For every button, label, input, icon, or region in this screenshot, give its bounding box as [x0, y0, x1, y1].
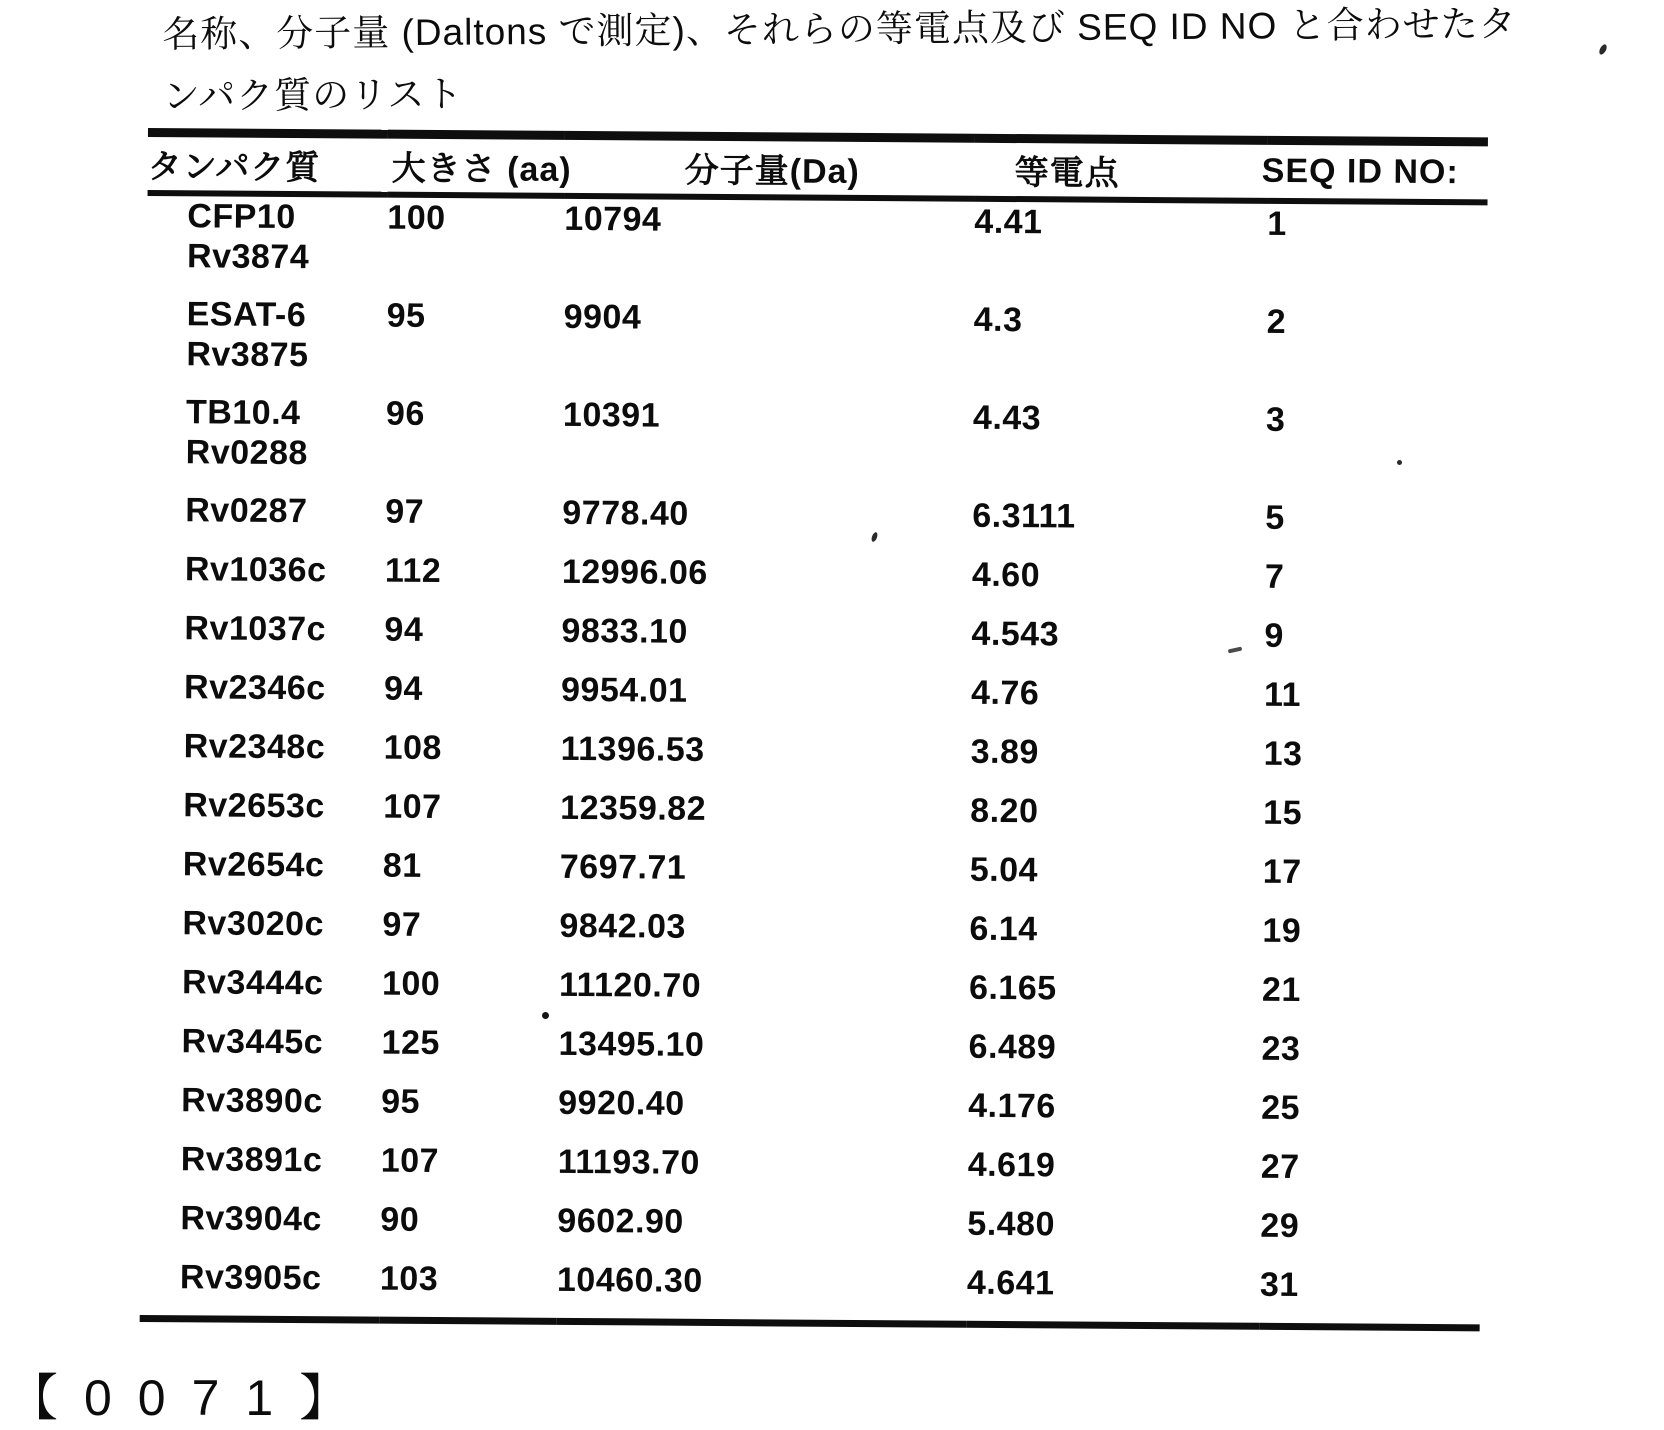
- cell-protein: Rv0287: [185, 490, 308, 530]
- cell-molecular-weight: 13495.10: [558, 1024, 705, 1064]
- cell-protein: Rv3891c: [180, 1139, 323, 1179]
- table-row: [143, 784, 1483, 852]
- cell-size: 97: [382, 905, 422, 944]
- cell-size: 103: [379, 1259, 439, 1298]
- table-row: [143, 843, 1483, 911]
- cell-protein: CFP10 Rv3874: [186, 196, 310, 276]
- table-header-row: [148, 132, 1488, 201]
- cell-molecular-weight: 9920.40: [558, 1083, 685, 1123]
- cell-protein: Rv3444c: [181, 962, 324, 1002]
- cell-molecular-weight: 9904: [563, 297, 642, 336]
- table-row: [146, 293, 1487, 400]
- scan-speck: [542, 1012, 549, 1019]
- cell-molecular-weight: 10460.30: [556, 1260, 703, 1300]
- cell-isoelectric-point: 4.176: [968, 1086, 1056, 1125]
- cell-seq-id: 27: [1260, 1147, 1300, 1186]
- cell-protein: Rv2346c: [183, 667, 326, 707]
- cell-isoelectric-point: 5.04: [969, 850, 1039, 889]
- cell-seq-id: 15: [1263, 793, 1303, 832]
- cell-seq-id: 25: [1261, 1088, 1301, 1127]
- cell-molecular-weight: 12359.82: [560, 788, 707, 828]
- cell-isoelectric-point: 8.20: [970, 791, 1039, 830]
- table-row: [147, 192, 1488, 302]
- table-row: [145, 548, 1485, 616]
- cell-size: 94: [384, 610, 424, 649]
- protein-table-block: [140, 128, 1488, 1331]
- cell-molecular-weight: 9954.01: [560, 670, 688, 710]
- cell-protein: Rv1037c: [184, 608, 327, 648]
- cell-molecular-weight: 10794: [564, 199, 662, 239]
- cell-isoelectric-point: 5.480: [967, 1204, 1056, 1243]
- cell-molecular-weight: 7697.71: [559, 847, 687, 887]
- cell-seq-id: 29: [1260, 1206, 1300, 1245]
- cell-isoelectric-point: 6.165: [968, 968, 1057, 1007]
- cell-isoelectric-point: 4.3: [973, 300, 1023, 339]
- cell-seq-id: 7: [1264, 557, 1285, 596]
- cell-isoelectric-point: 4.641: [966, 1263, 1055, 1302]
- column-header-isoelectric-point: 等電点: [975, 138, 1268, 200]
- cell-protein: Rv3020c: [182, 903, 325, 943]
- cell-isoelectric-point: 4.543: [971, 614, 1060, 653]
- cell-molecular-weight: 10391: [562, 395, 661, 435]
- table-row: [144, 607, 1484, 675]
- table-row: [141, 1079, 1481, 1147]
- table-row: [144, 666, 1484, 734]
- table-row: [140, 1256, 1480, 1327]
- cell-size: 107: [380, 1141, 440, 1180]
- cell-protein: Rv3445c: [181, 1021, 324, 1061]
- cell-seq-id: 31: [1259, 1265, 1299, 1304]
- column-header-molecular-weight: 分子量(Da): [565, 135, 975, 198]
- table-row: [145, 489, 1485, 557]
- table-row: [141, 1020, 1481, 1088]
- cell-isoelectric-point: 4.43: [972, 398, 1042, 437]
- cell-protein: Rv3905c: [179, 1257, 322, 1297]
- cell-size: 100: [387, 198, 446, 237]
- cell-protein: Rv3904c: [180, 1198, 323, 1238]
- cell-size: 125: [381, 1023, 440, 1062]
- table-row: [140, 1197, 1480, 1265]
- cell-protein: TB10.4 Rv0288: [185, 392, 308, 472]
- cell-size: 108: [383, 728, 443, 767]
- cell-seq-id: 2: [1266, 302, 1287, 341]
- cell-molecular-weight: 12996.06: [561, 552, 708, 592]
- intro-line-1: 名称、分子量 (Daltons で測定)、それらの等電点及び SEQ ID NO と合わせたタ: [162, 3, 1517, 55]
- scan-speck: [1397, 460, 1402, 465]
- cell-isoelectric-point: 4.41: [974, 202, 1043, 241]
- cell-size: 94: [383, 669, 424, 708]
- cell-isoelectric-point: 6.3111: [972, 496, 1076, 535]
- cell-size: 95: [381, 1082, 421, 1121]
- intro-line-2: ンパク質のリスト: [162, 73, 464, 117]
- cell-protein: Rv2348c: [183, 726, 326, 766]
- cell-seq-id: 9: [1264, 616, 1285, 655]
- cell-molecular-weight: 9778.40: [562, 493, 689, 533]
- intro-paragraph: [162, 0, 1613, 128]
- cell-molecular-weight: 9602.90: [557, 1201, 684, 1241]
- cell-size: 96: [385, 394, 425, 433]
- cell-molecular-weight: 11120.70: [558, 965, 702, 1005]
- cell-seq-id: 11: [1263, 675, 1302, 714]
- cell-isoelectric-point: 4.76: [970, 673, 1040, 712]
- cell-size: 112: [384, 551, 442, 590]
- cell-molecular-weight: 11396.53: [560, 729, 705, 769]
- table-row: [142, 961, 1482, 1029]
- column-header-protein: タンパク質: [148, 132, 388, 194]
- cell-protein: Rv3890c: [181, 1080, 323, 1120]
- cell-seq-id: 3: [1265, 400, 1286, 439]
- column-header-size: 大きさ (aa): [388, 134, 565, 195]
- table-row: [145, 391, 1486, 498]
- cell-seq-id: 13: [1263, 734, 1303, 773]
- cell-isoelectric-point: 4.60: [971, 555, 1041, 594]
- cell-size: 81: [382, 846, 422, 885]
- cell-isoelectric-point: 6.14: [969, 909, 1038, 948]
- cell-seq-id: 17: [1262, 852, 1302, 891]
- cell-molecular-weight: 11193.70: [557, 1142, 700, 1182]
- protein-table: [140, 128, 1488, 1331]
- paragraph-number: 【0071】: [8, 1370, 376, 1426]
- cell-size: 95: [386, 296, 426, 335]
- cell-seq-id: 19: [1262, 911, 1302, 950]
- table-row: [141, 1138, 1481, 1206]
- cell-protein: Rv2653c: [183, 785, 325, 825]
- cell-seq-id: 21: [1261, 970, 1301, 1009]
- cell-molecular-weight: 9833.10: [561, 611, 689, 651]
- table-row: [143, 725, 1483, 793]
- table-row: [142, 902, 1482, 970]
- cell-protein: ESAT-6 Rv3875: [186, 294, 309, 374]
- column-header-seq-id: SEQ ID NO:: [1268, 140, 1488, 202]
- cell-isoelectric-point: 6.489: [968, 1027, 1057, 1066]
- cell-isoelectric-point: 4.619: [967, 1145, 1056, 1184]
- cell-size: 100: [381, 964, 441, 1003]
- cell-seq-id: 23: [1261, 1029, 1301, 1068]
- cell-seq-id: 5: [1265, 498, 1285, 537]
- cell-protein: Rv1036c: [184, 549, 327, 589]
- cell-size: 107: [383, 787, 442, 826]
- cell-isoelectric-point: 3.89: [970, 732, 1039, 771]
- cell-size: 97: [385, 492, 425, 531]
- cell-seq-id: 1: [1267, 204, 1287, 243]
- cell-protein: Rv2654c: [182, 844, 325, 884]
- cell-molecular-weight: 9842.03: [559, 906, 686, 946]
- cell-size: 90: [380, 1200, 420, 1239]
